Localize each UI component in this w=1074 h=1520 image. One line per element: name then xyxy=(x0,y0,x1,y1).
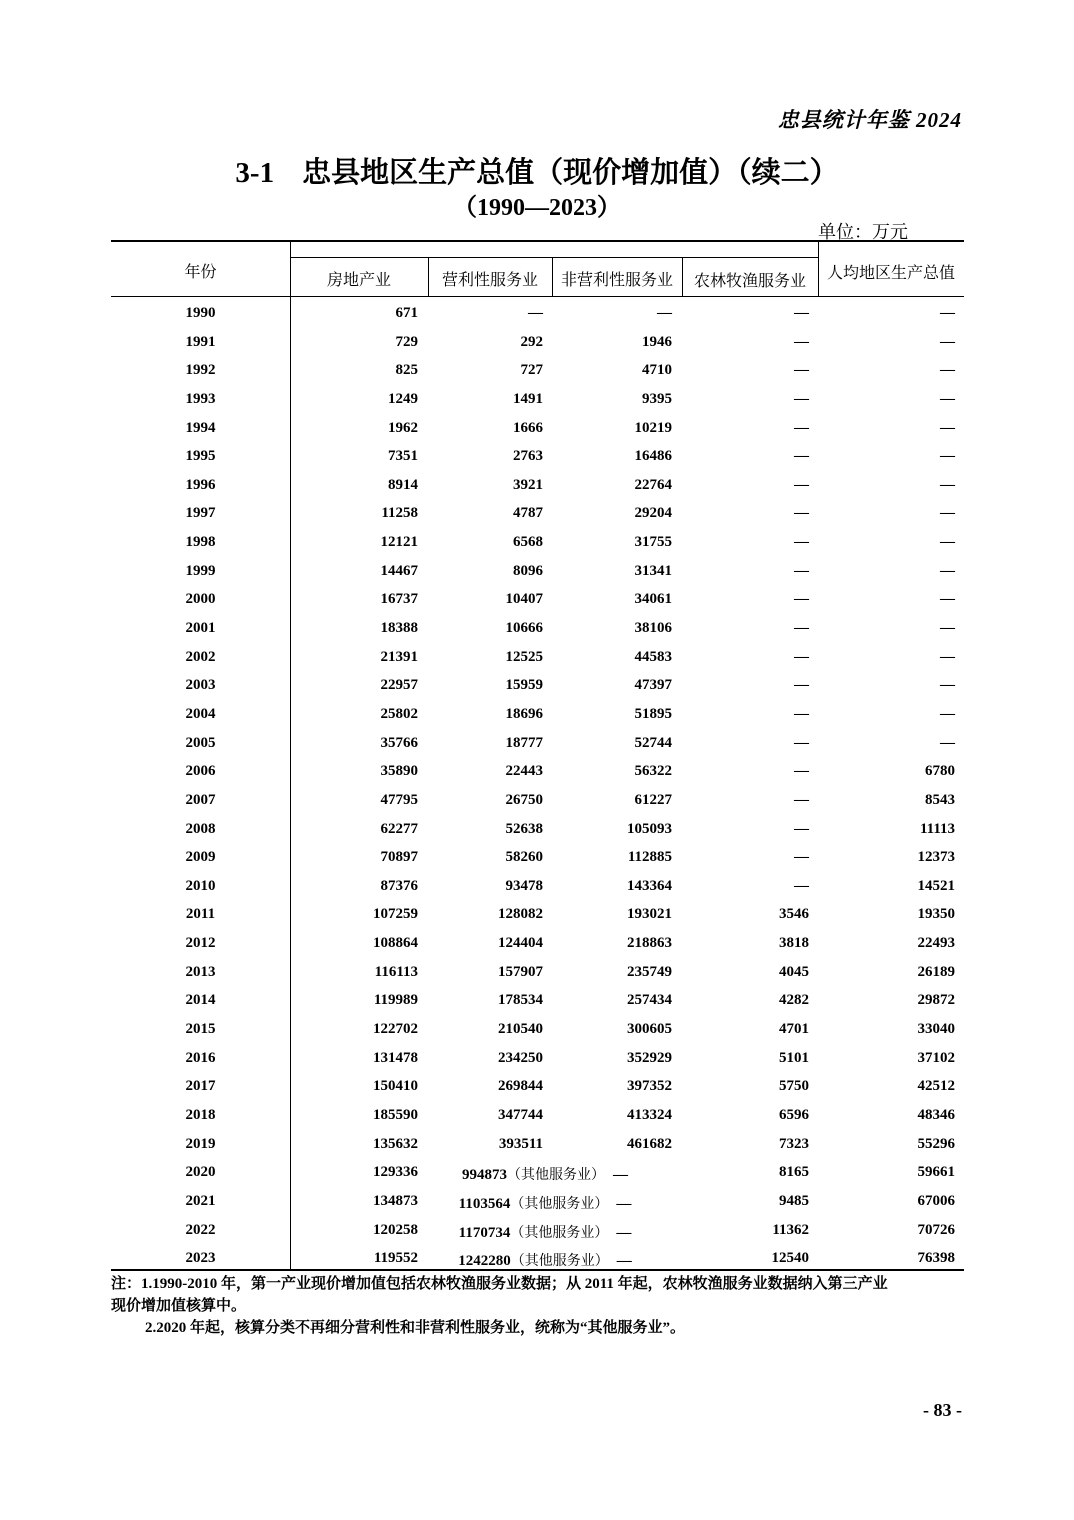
table-body xyxy=(111,299,964,1273)
cell-year: 2018 xyxy=(185,1106,216,1123)
cell-real-estate: 25802 xyxy=(380,705,418,722)
cell-non-profit: — xyxy=(657,305,672,321)
cell-non-profit: 44583 xyxy=(634,648,672,665)
table-row xyxy=(111,700,964,729)
cell-per-capita: 55296 xyxy=(917,1135,955,1152)
cell-for-profit: 1666 xyxy=(513,419,543,436)
cell-per-capita: 70726 xyxy=(917,1221,955,1238)
table-row xyxy=(111,385,964,414)
cell-agri-service: — xyxy=(794,877,809,894)
table-row xyxy=(111,1187,964,1216)
other-services-note: （其他服务业） xyxy=(510,1224,609,1241)
cell-year: 1993 xyxy=(185,390,216,407)
cell-year: 1997 xyxy=(185,505,216,522)
cell-year: 2017 xyxy=(185,1078,216,1095)
cell-year: 2007 xyxy=(185,791,216,808)
cell-per-capita: — xyxy=(940,390,955,407)
cell-year: 1995 xyxy=(185,448,216,465)
page-number: - 83 - xyxy=(923,1400,962,1420)
cell-agri-service: — xyxy=(794,849,809,866)
other-services-value: 1242280 xyxy=(458,1253,511,1270)
cell-per-capita: 6780 xyxy=(925,763,955,780)
header-per-capita-gdp: 人均地区生产总值 xyxy=(826,263,955,282)
table-row xyxy=(111,1044,964,1073)
cell-real-estate: 131478 xyxy=(373,1049,418,1066)
cell-for-profit: 93478 xyxy=(505,877,543,894)
cell-agri-service: — xyxy=(794,820,809,837)
other-services-note: （其他服务业） xyxy=(510,1253,609,1270)
cell-agri-service: 9485 xyxy=(779,1192,809,1209)
cell-agri-service: 3818 xyxy=(779,935,809,952)
cell-per-capita: 14521 xyxy=(917,877,955,894)
cell-real-estate: 87376 xyxy=(380,877,418,894)
cell-year: 2000 xyxy=(185,591,216,608)
cell-real-estate: 62277 xyxy=(380,820,418,837)
cell-non-profit: 56322 xyxy=(634,763,672,780)
cell-year: 2020 xyxy=(185,1164,216,1181)
cell-for-profit: 2763 xyxy=(513,448,543,465)
cell-non-profit: 461682 xyxy=(627,1135,672,1152)
cell-agri-service: 5101 xyxy=(779,1049,809,1066)
table-subtitle: （1990—2023） xyxy=(453,195,621,221)
cell-per-capita: 12373 xyxy=(917,849,955,866)
table-row xyxy=(111,585,964,614)
cell-for-profit: 124404 xyxy=(498,935,543,952)
cell-real-estate: 122702 xyxy=(373,1021,418,1038)
cell-non-profit: 52744 xyxy=(634,734,672,751)
table-row xyxy=(111,1216,964,1245)
cell-agri-service: — xyxy=(794,734,809,751)
cell-per-capita: 48346 xyxy=(917,1106,955,1123)
other-services-note: （其他服务业） xyxy=(510,1195,609,1212)
cell-real-estate: 18388 xyxy=(380,620,418,637)
cell-agri-service: 5750 xyxy=(779,1078,809,1095)
cell-real-estate: 22957 xyxy=(380,677,418,694)
cell-per-capita: 33040 xyxy=(917,1021,955,1038)
note-2: 2.2020 年起，核算分类不再细分营利性和非营利性服务业，统称为“其他服务业”。 xyxy=(145,1320,686,1336)
table-row xyxy=(111,986,964,1015)
table-row xyxy=(111,499,964,528)
cell-for-profit: 393511 xyxy=(498,1135,543,1152)
cell-agri-service: 11362 xyxy=(772,1221,809,1238)
cell-real-estate: 119552 xyxy=(373,1250,418,1267)
table-row xyxy=(111,843,964,872)
cell-real-estate: 119989 xyxy=(373,992,418,1009)
cell-non-profit: 9395 xyxy=(642,390,672,407)
cell-for-profit: 347744 xyxy=(498,1106,543,1123)
table-row xyxy=(111,671,964,700)
cell-non-profit: 105093 xyxy=(627,820,672,837)
cell-per-capita: — xyxy=(940,305,955,321)
cell-agri-service: — xyxy=(794,305,809,321)
table-title-text: 忠县地区生产总值（现价增加值）（续二） xyxy=(302,157,839,189)
cell-year: 2006 xyxy=(185,763,216,780)
cell-non-profit: 352929 xyxy=(627,1049,672,1066)
cell-agri-service: — xyxy=(794,390,809,407)
cell-per-capita: 67006 xyxy=(917,1192,955,1209)
cell-year: 2012 xyxy=(185,935,216,952)
table-row xyxy=(111,1072,964,1101)
table-row xyxy=(111,557,964,586)
cell-other-services xyxy=(418,1164,672,1184)
cell-agri-service: 8165 xyxy=(779,1164,809,1181)
cell-year: 2002 xyxy=(185,648,216,665)
cell-non-profit: 51895 xyxy=(634,705,672,722)
header-year: 年份 xyxy=(184,262,217,281)
cell-agri-service: — xyxy=(794,591,809,608)
cell-non-profit: 22764 xyxy=(634,476,672,493)
header-real-estate: 房地产业 xyxy=(326,270,391,289)
cell-per-capita: 26189 xyxy=(917,963,955,980)
cell-real-estate: 14467 xyxy=(380,562,418,579)
cell-other-services xyxy=(418,1222,672,1242)
table-row xyxy=(111,1015,964,1044)
cell-agri-service: — xyxy=(794,534,809,551)
cell-real-estate: 107259 xyxy=(373,906,418,923)
cell-agri-service: — xyxy=(794,620,809,637)
cell-agri-service: 7323 xyxy=(779,1135,809,1152)
cell-for-profit: 18696 xyxy=(505,705,543,722)
table-top-rule xyxy=(111,240,964,242)
table-row xyxy=(111,328,964,357)
cell-agri-service: — xyxy=(794,362,809,379)
cell-non-profit: — xyxy=(613,1167,628,1184)
cell-year: 1998 xyxy=(185,534,216,551)
cell-for-profit: 58260 xyxy=(505,849,543,866)
cell-real-estate: 16737 xyxy=(380,591,418,608)
cell-year: 1996 xyxy=(185,476,216,493)
cell-for-profit: 8096 xyxy=(513,562,543,579)
cell-year: 2008 xyxy=(185,820,216,837)
cell-for-profit: 292 xyxy=(520,333,543,350)
cell-agri-service: 4045 xyxy=(779,963,809,980)
cell-agri-service: — xyxy=(794,476,809,493)
cell-for-profit: 727 xyxy=(520,362,543,379)
cell-agri-service: — xyxy=(794,505,809,522)
cell-per-capita: 19350 xyxy=(917,906,955,923)
cell-non-profit: 235749 xyxy=(627,963,672,980)
cell-per-capita: 37102 xyxy=(917,1049,955,1066)
table-row xyxy=(111,929,964,958)
cell-real-estate: 1962 xyxy=(388,419,418,436)
table-notes xyxy=(111,1273,971,1339)
cell-real-estate: 120258 xyxy=(373,1221,418,1238)
cell-agri-service: — xyxy=(794,791,809,808)
table-row xyxy=(111,356,964,385)
table-row xyxy=(111,471,964,500)
cell-real-estate: 129336 xyxy=(373,1164,418,1181)
cell-year: 1992 xyxy=(185,362,216,379)
unit-label: 单位：万元 xyxy=(818,222,908,242)
cell-real-estate: 8914 xyxy=(388,476,418,493)
cell-real-estate: 35890 xyxy=(380,763,418,780)
cell-non-profit: 300605 xyxy=(627,1021,672,1038)
cell-non-profit: 193021 xyxy=(627,906,672,923)
cell-real-estate: 35766 xyxy=(380,734,418,751)
cell-real-estate: 108864 xyxy=(373,935,418,952)
cell-per-capita: — xyxy=(940,562,955,579)
cell-non-profit: 257434 xyxy=(627,992,672,1009)
cell-agri-service: — xyxy=(794,448,809,465)
cell-agri-service: — xyxy=(794,763,809,780)
cell-per-capita: — xyxy=(940,591,955,608)
table-row xyxy=(111,729,964,758)
table-row xyxy=(111,900,964,929)
cell-real-estate: 825 xyxy=(395,362,418,379)
note-1-continued: 现价增加值核算中。 xyxy=(111,1298,247,1314)
cell-real-estate: 47795 xyxy=(380,791,418,808)
table-row xyxy=(111,815,964,844)
cell-non-profit: 1946 xyxy=(642,333,672,350)
cell-non-profit: 31341 xyxy=(634,562,672,579)
cell-agri-service: 6596 xyxy=(779,1106,809,1123)
table-number: 3-1 xyxy=(235,157,275,189)
cell-agri-service: 4701 xyxy=(779,1021,809,1038)
cell-year: 2021 xyxy=(185,1192,216,1209)
cell-real-estate: 12121 xyxy=(380,534,418,551)
table-header-rule xyxy=(111,296,964,297)
cell-non-profit: — xyxy=(616,1195,632,1212)
cell-non-profit: 397352 xyxy=(627,1078,672,1095)
cell-real-estate: 150410 xyxy=(373,1078,418,1095)
table-row xyxy=(111,643,964,672)
table-row xyxy=(111,757,964,786)
cell-per-capita: 8543 xyxy=(925,791,955,808)
note-1: 注：1.1990-2010 年，第一产业现价增加值包括农林牧渔服务业数据；从 2011 年起，农林牧渔服务业数据纳入第三产业 xyxy=(111,1276,888,1292)
cell-for-profit: 10666 xyxy=(505,620,543,637)
cell-year: 2013 xyxy=(185,963,216,980)
table-row xyxy=(111,614,964,643)
cell-year: 2009 xyxy=(185,849,216,866)
cell-for-profit: 157907 xyxy=(498,963,543,980)
cell-real-estate: 116113 xyxy=(374,963,418,980)
cell-for-profit: 210540 xyxy=(498,1021,543,1038)
cell-real-estate: 70897 xyxy=(380,849,418,866)
cell-per-capita: 11113 xyxy=(919,820,955,837)
table-row xyxy=(111,1130,964,1159)
cell-for-profit: 12525 xyxy=(505,648,543,665)
cell-year: 2016 xyxy=(185,1049,216,1066)
table-row xyxy=(111,442,964,471)
cell-non-profit: 112885 xyxy=(627,849,672,866)
cell-real-estate: 11258 xyxy=(381,505,418,522)
subheader-rule xyxy=(290,257,818,258)
cell-non-profit: 34061 xyxy=(634,591,672,608)
cell-year: 2004 xyxy=(185,705,216,722)
cell-non-profit: — xyxy=(616,1253,632,1270)
table-row xyxy=(111,1101,964,1130)
running-head: 忠县统计年鉴 2024 xyxy=(777,108,962,132)
cell-agri-service: — xyxy=(794,648,809,665)
table-row xyxy=(111,414,964,443)
other-services-note: （其他服务业） xyxy=(507,1167,605,1184)
cell-for-profit: 4787 xyxy=(513,505,543,522)
cell-agri-service: — xyxy=(794,705,809,722)
cell-per-capita: — xyxy=(940,620,955,637)
header-agri-services: 农林牧渔服务业 xyxy=(693,271,806,290)
header-for-profit-services: 营利性服务业 xyxy=(441,270,538,289)
cell-non-profit: — xyxy=(616,1224,632,1241)
cell-non-profit: 16486 xyxy=(634,448,672,465)
cell-year: 2011 xyxy=(185,906,216,923)
cell-for-profit: — xyxy=(528,305,543,321)
cell-other-services xyxy=(418,1250,672,1270)
table-row xyxy=(111,958,964,987)
cell-agri-service: 3546 xyxy=(779,906,809,923)
cell-real-estate: 7351 xyxy=(388,448,418,465)
cell-per-capita: — xyxy=(940,333,955,350)
cell-non-profit: 143364 xyxy=(627,877,672,894)
cell-for-profit: 269844 xyxy=(498,1078,543,1095)
cell-per-capita: 29872 xyxy=(917,992,955,1009)
cell-year: 2022 xyxy=(185,1221,216,1238)
cell-per-capita: — xyxy=(940,677,955,694)
cell-per-capita: — xyxy=(940,419,955,436)
other-services-value: 1103564 xyxy=(458,1195,511,1212)
cell-non-profit: 61227 xyxy=(634,791,672,808)
table-row xyxy=(111,528,964,557)
cell-per-capita: 59661 xyxy=(917,1164,955,1181)
cell-other-services xyxy=(418,1193,672,1213)
cell-year: 1999 xyxy=(185,562,216,579)
cell-for-profit: 15959 xyxy=(505,677,543,694)
cell-for-profit: 234250 xyxy=(498,1049,543,1066)
cell-year: 2003 xyxy=(185,677,216,694)
table-row xyxy=(111,1244,964,1273)
cell-year: 2019 xyxy=(185,1135,216,1152)
cell-per-capita: 42512 xyxy=(917,1078,955,1095)
table-title xyxy=(0,150,1074,191)
cell-real-estate: 134873 xyxy=(373,1192,418,1209)
other-services-value: 1170734 xyxy=(458,1224,511,1241)
cell-non-profit: 218863 xyxy=(627,935,672,952)
cell-for-profit: 52638 xyxy=(505,820,543,837)
cell-for-profit: 18777 xyxy=(505,734,543,751)
cell-non-profit: 47397 xyxy=(634,677,672,694)
cell-year: 1990 xyxy=(185,305,216,321)
cell-per-capita: — xyxy=(940,648,955,665)
cell-non-profit: 413324 xyxy=(627,1106,672,1123)
cell-per-capita: — xyxy=(940,705,955,722)
cell-real-estate: 21391 xyxy=(380,648,418,665)
cell-real-estate: 185590 xyxy=(373,1106,418,1123)
cell-per-capita: — xyxy=(940,534,955,551)
table-row xyxy=(111,786,964,815)
cell-per-capita: — xyxy=(940,734,955,751)
cell-real-estate: 671 xyxy=(395,305,418,321)
cell-agri-service: — xyxy=(794,562,809,579)
cell-real-estate: 1249 xyxy=(388,390,418,407)
cell-year: 2001 xyxy=(185,620,216,637)
cell-non-profit: 10219 xyxy=(634,419,672,436)
cell-for-profit: 6568 xyxy=(513,534,543,551)
cell-year: 2005 xyxy=(185,734,216,751)
cell-year: 1994 xyxy=(185,419,216,436)
cell-non-profit: 29204 xyxy=(634,505,672,522)
cell-for-profit: 10407 xyxy=(505,591,543,608)
cell-for-profit: 22443 xyxy=(505,763,543,780)
cell-year: 2010 xyxy=(185,877,216,894)
table-row xyxy=(111,299,964,328)
cell-per-capita: 76398 xyxy=(917,1250,955,1267)
cell-agri-service: 12540 xyxy=(771,1250,809,1267)
cell-year: 1991 xyxy=(185,333,216,350)
cell-real-estate: 135632 xyxy=(373,1135,418,1152)
cell-agri-service: 4282 xyxy=(779,992,809,1009)
cell-year: 2014 xyxy=(185,992,216,1009)
cell-per-capita: — xyxy=(940,505,955,522)
cell-per-capita: — xyxy=(940,362,955,379)
table-row xyxy=(111,1158,964,1187)
cell-non-profit: 38106 xyxy=(634,620,672,637)
cell-agri-service: — xyxy=(794,677,809,694)
cell-agri-service: — xyxy=(794,333,809,350)
cell-per-capita: — xyxy=(940,448,955,465)
cell-year: 2023 xyxy=(185,1250,216,1267)
header-non-profit-services: 非营利性服务业 xyxy=(560,270,673,289)
cell-for-profit: 1491 xyxy=(513,390,543,407)
cell-non-profit: 4710 xyxy=(642,362,672,379)
cell-for-profit: 128082 xyxy=(498,906,543,923)
cell-real-estate: 729 xyxy=(395,333,418,350)
cell-non-profit: 31755 xyxy=(634,534,672,551)
cell-per-capita: — xyxy=(940,476,955,493)
cell-year: 2015 xyxy=(185,1021,216,1038)
other-services-value: 994873 xyxy=(462,1167,507,1184)
cell-agri-service: — xyxy=(794,419,809,436)
cell-for-profit: 3921 xyxy=(513,476,543,493)
cell-per-capita: 22493 xyxy=(917,935,955,952)
cell-for-profit: 26750 xyxy=(505,791,543,808)
table-row xyxy=(111,872,964,901)
cell-for-profit: 178534 xyxy=(498,992,543,1009)
